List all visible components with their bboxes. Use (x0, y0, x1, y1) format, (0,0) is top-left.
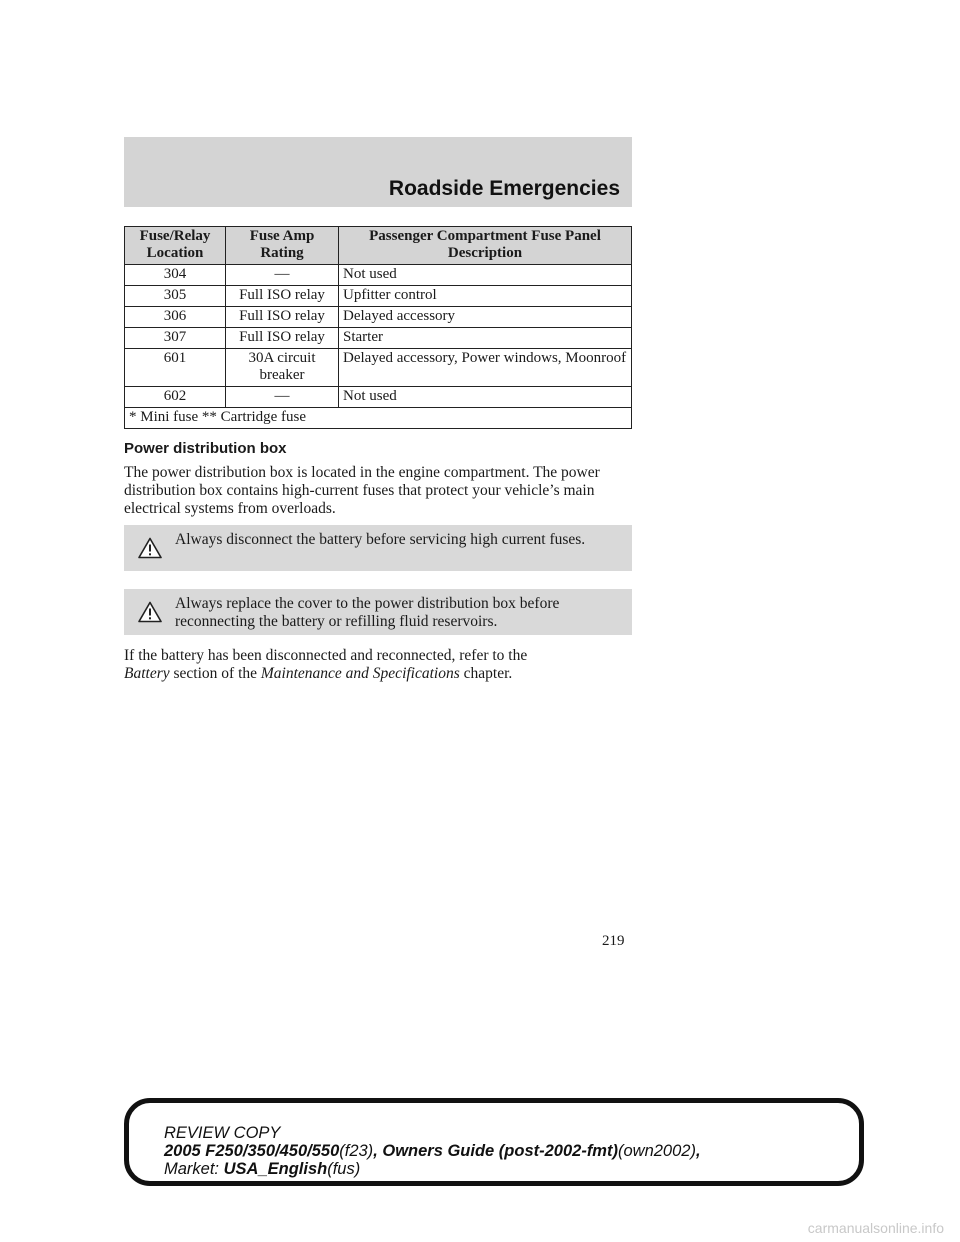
warning-box (124, 589, 632, 635)
table-cell: Not used (339, 265, 632, 286)
table-row (125, 349, 632, 387)
footer-model: 2005 F250/350/450/550 (164, 1142, 340, 1160)
warning-text: Always disconnect the battery before servicing high current fuses. (175, 531, 586, 548)
footer-market-code: (fus) (327, 1160, 361, 1178)
body-paragraph (124, 647, 632, 683)
table-cell: Delayed accessory (339, 307, 632, 328)
table-row (125, 286, 632, 307)
warning-icon (138, 537, 162, 559)
table-cell: Full ISO relay (226, 307, 339, 328)
chapter-reference: Maintenance and Specifications (260, 665, 460, 682)
footer-guide: , Owners Guide (post-2002-fmt) (373, 1142, 618, 1160)
footer-line-market (164, 1160, 864, 1178)
table-cell: 30A circuit breaker (226, 349, 339, 387)
footer-market-label: Market: (164, 1160, 220, 1178)
table-header-row (125, 227, 632, 265)
table-cell: Full ISO relay (226, 328, 339, 349)
section-title: Roadside Emergencies (388, 177, 620, 200)
footer-comma: , (695, 1142, 701, 1160)
table-cell: 306 (125, 307, 226, 328)
warning-icon (138, 601, 162, 623)
footer-market: USA_English (223, 1160, 328, 1178)
table-row (125, 307, 632, 328)
fuse-table (124, 226, 632, 429)
column-header-rating: Fuse Amp Rating (226, 227, 339, 265)
footer-line-model (164, 1142, 864, 1160)
warning-text: Always replace the cover to the power distribution box before reconnecting the battery or refilling fluid reservoirs. (175, 595, 560, 630)
table-footnote-row (125, 408, 632, 429)
table-cell: Full ISO relay (226, 286, 339, 307)
table-row (125, 387, 632, 408)
column-header-location: Fuse/Relay Location (125, 227, 226, 265)
review-footer (164, 1124, 864, 1178)
table-cell: Upfitter control (339, 286, 632, 307)
footer-model-code: (f23) (339, 1142, 374, 1160)
warning-box (124, 525, 632, 571)
paragraph-text: section of the (173, 665, 258, 682)
table-cell: Not used (339, 387, 632, 408)
page-number: 219 (602, 933, 625, 949)
subheading: Power distribution box (124, 440, 287, 457)
table-cell: Starter (339, 328, 632, 349)
paragraph-text: If the battery has been disconnected and reconnected, refer to the (124, 647, 528, 664)
table-cell: 602 (125, 387, 226, 408)
table-cell: 304 (125, 265, 226, 286)
table-cell: — (226, 265, 339, 286)
table-cell: Delayed accessory, Power windows, Moonroof (339, 349, 632, 387)
body-paragraph: The power distribution box is located in the engine compartment. The power distribution box contains high-current fuses that protect your vehicle’s main electrical systems from overloads. (124, 464, 600, 517)
watermark: carmanualsonline.info (807, 1220, 944, 1236)
table-cell: 601 (125, 349, 226, 387)
section-header (124, 137, 632, 207)
table-footnote: * Mini fuse ** Cartridge fuse (125, 408, 632, 429)
battery-reference: Battery (124, 665, 170, 682)
table-cell: 307 (125, 328, 226, 349)
review-copy-label: REVIEW COPY (164, 1124, 281, 1142)
table-cell: 305 (125, 286, 226, 307)
table-row (125, 265, 632, 286)
table-row (125, 328, 632, 349)
footer-guide-code: (own2002) (617, 1142, 696, 1160)
table-cell: — (226, 387, 339, 408)
paragraph-text: chapter. (463, 665, 513, 682)
column-header-description: Passenger Compartment Fuse Panel Description (339, 227, 632, 265)
